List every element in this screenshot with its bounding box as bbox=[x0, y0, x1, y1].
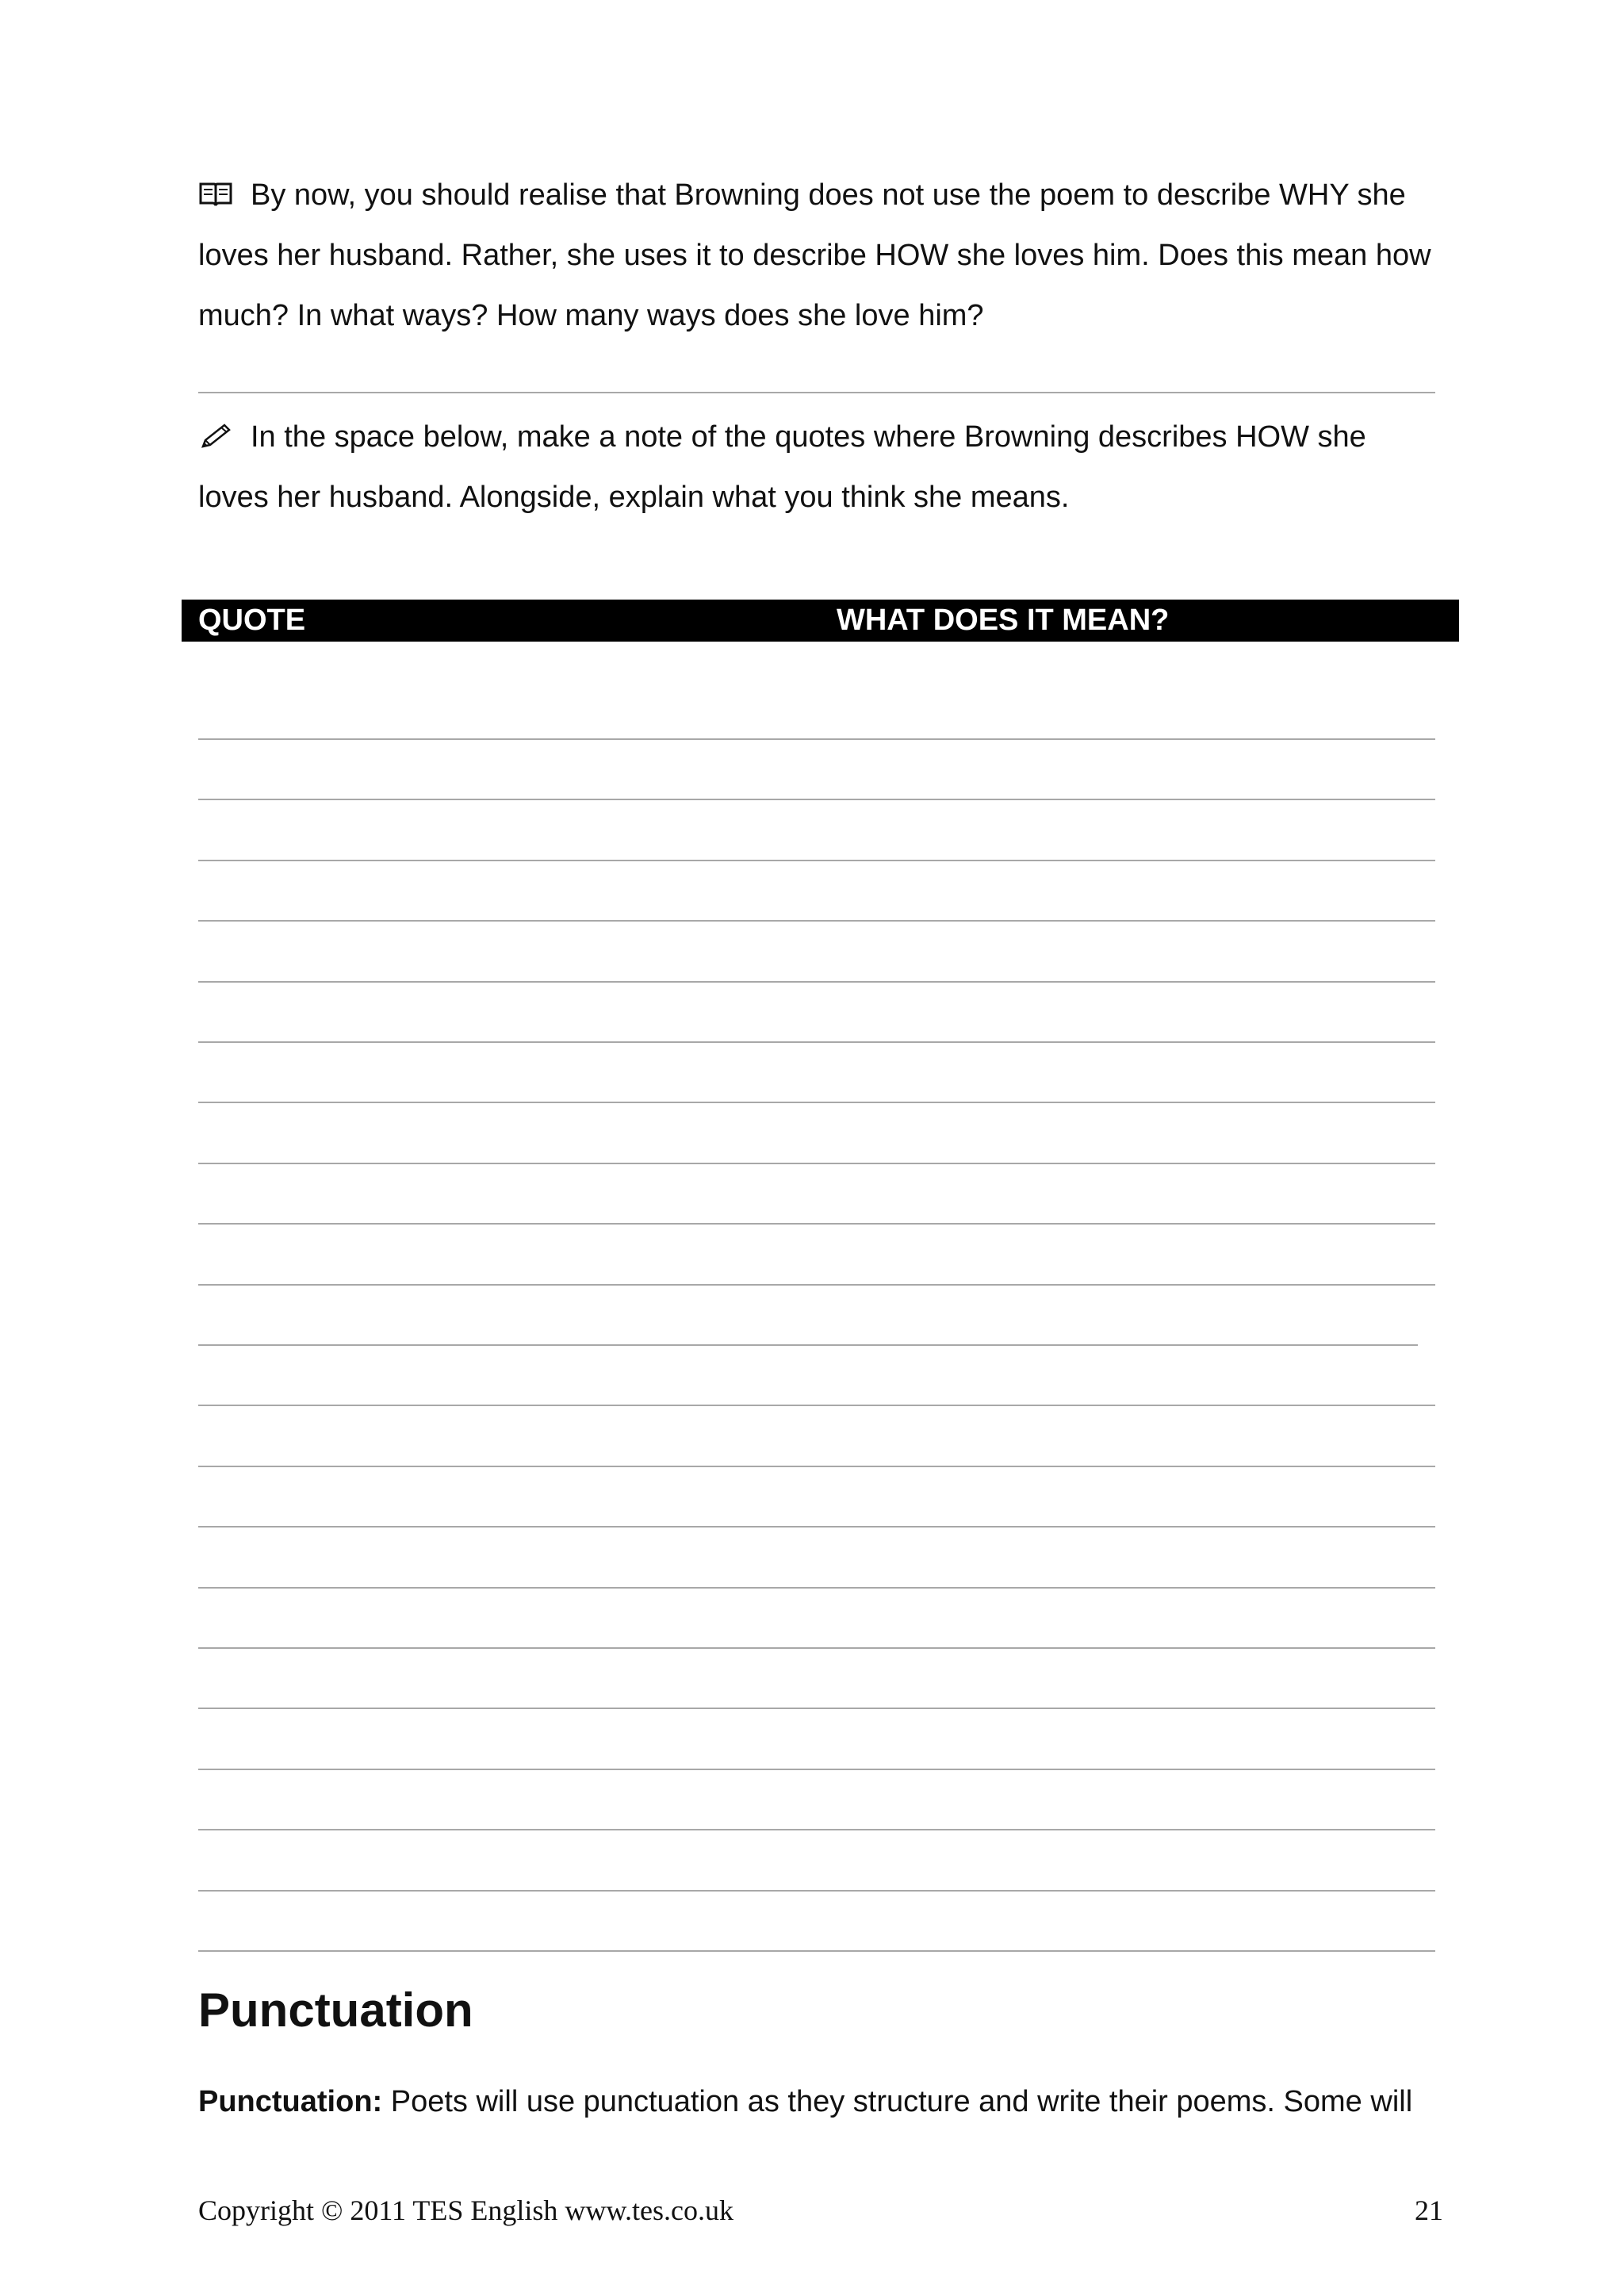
punctuation-text: Poets will use punctuation as they structure and write their poems. Some will bbox=[382, 2085, 1413, 2118]
task-paragraph bbox=[198, 407, 1435, 527]
table-header bbox=[182, 600, 1459, 642]
punctuation-lead: Punctuation: bbox=[198, 2085, 383, 2118]
punctuation-paragraph bbox=[198, 2078, 1451, 2125]
section-heading: Punctuation bbox=[198, 1984, 473, 2037]
page-number: 21 bbox=[1415, 2194, 1443, 2226]
intro-text: By now, you should realise that Browning does not use the poem to describe WHY she loves her husband. Rather, she uses it to describe HOW she loves him. Does this mean how much? In what ways? How many ways does she love him? bbox=[198, 178, 1431, 332]
column-header-meaning: WHAT DOES IT MEAN? bbox=[837, 604, 1170, 637]
column-header-quote: QUOTE bbox=[198, 604, 306, 637]
intro-paragraph bbox=[198, 165, 1435, 346]
section-divider bbox=[198, 392, 1435, 393]
pencil-icon bbox=[198, 410, 233, 437]
task-text: In the space below, make a note of the quotes where Browning describes HOW she loves her husband. Alongside, explain what you think she means. bbox=[198, 420, 1366, 514]
book-icon bbox=[198, 168, 233, 195]
footer-copyright: Copyright © 2011 TES English www.tes.co.uk bbox=[198, 2194, 733, 2226]
